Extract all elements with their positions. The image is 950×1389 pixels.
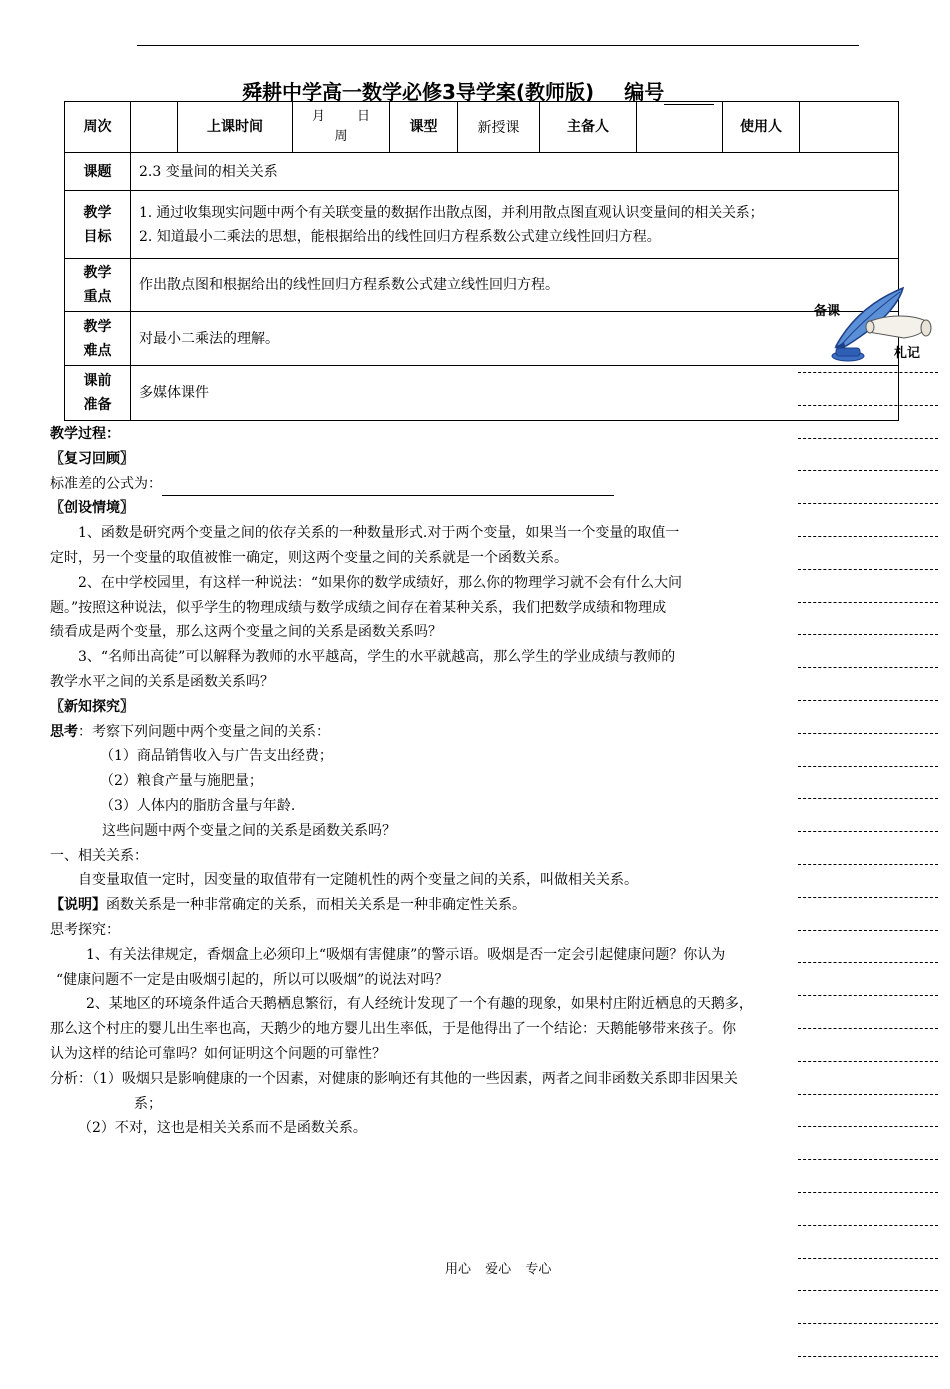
review-heading: 〖复习回顾〗 <box>50 450 134 467</box>
explore-2c: 认为这样的结论可靠吗？如何证明这个问题的可靠性？ <box>50 1045 386 1062</box>
topic-value: 2.3 变量间的相关关系 <box>131 153 899 191</box>
memo-line[interactable] <box>798 1323 938 1324</box>
header-rule <box>137 45 859 46</box>
goal-1: 1. 通过收集现实问题中两个有关联变量的数据作出散点图，并利用散点图直观认识变量间的相关关系； <box>139 204 764 221</box>
explore-1b: “健康问题不一定是由吸烟引起的，所以可以吸烟”的说法对吗？ <box>56 971 449 988</box>
std-formula-text: 标准差的公式为： <box>50 475 162 492</box>
lesson-body <box>50 422 870 1141</box>
question-2: （2）粮食产量与施肥量； <box>100 773 263 790</box>
info-row-prep <box>65 366 899 421</box>
key-label <box>65 259 131 312</box>
goal-label <box>65 191 131 259</box>
memo-badge <box>808 284 933 364</box>
number-label: 编号 <box>624 80 665 104</box>
memo-bottom-label: 札记 <box>894 346 921 361</box>
month-text: 月 <box>311 109 325 124</box>
memo-line[interactable] <box>798 1356 938 1357</box>
footer-word-2: 爱心 <box>485 1262 512 1277</box>
memo-line[interactable] <box>798 405 938 406</box>
week-label: 周次 <box>65 102 131 153</box>
note-text: 函数关系是一种非常确定的关系，而相关关系是一种非确定性关系。 <box>106 897 526 914</box>
question-ask: 这些问题中两个变量之间的关系是函数关系吗？ <box>102 822 396 839</box>
explore-2a: 2、某地区的环境条件适合天鹅栖息繁衍，有人经统计发现了一个有趣的现象，如果村庄附近栖息的天鹅多， <box>86 996 753 1013</box>
memo-line[interactable] <box>798 1192 938 1193</box>
class-time-label: 上课时间 <box>178 102 293 153</box>
topic-label: 课题 <box>65 153 131 191</box>
lesson-type-value: 新授课 <box>458 102 540 153</box>
user-label: 使用人 <box>723 102 800 153</box>
scenario-1b: 定时，另一个变量的取值被惟一确定，则这两个变量之间的关系就是一个函数关系。 <box>50 549 568 566</box>
prep-label-line2: 准备 <box>83 397 112 413</box>
prep-value: 多媒体课件 <box>131 366 899 421</box>
think-label: 思考 <box>50 723 78 740</box>
analysis-1a: 分析：（1）吸烟只是影响健康的一个因素，对健康的影响还有其他的一些因素，两者之间非函数关系即非因果关 <box>50 1070 738 1087</box>
footer-word-3: 专心 <box>525 1262 552 1277</box>
user-value[interactable] <box>800 102 899 153</box>
info-row-meta <box>65 102 899 153</box>
prep-label-line1: 课前 <box>83 373 112 389</box>
prep-label <box>65 366 131 421</box>
info-row-difficulty <box>65 312 899 366</box>
memo-line[interactable] <box>798 1225 938 1226</box>
preparer-value[interactable] <box>637 102 723 153</box>
weekday-text: 周 <box>334 129 348 144</box>
std-formula-blank[interactable] <box>162 479 614 496</box>
key-label-line1: 教学 <box>83 265 112 281</box>
footer-word-1: 用心 <box>445 1262 472 1277</box>
memo-line[interactable] <box>798 1159 938 1160</box>
definition: 自变量取值一定时，因变量的取值带有一定随机性的两个变量之间的关系，叫做相关关系。 <box>78 872 638 889</box>
section-1: 一、相关关系： <box>50 847 148 864</box>
scenario-2b: 题。”按照这种说法，似乎学生的物理成绩与数学成绩之间存在着某种关系，我们把数学成绩和物理成 <box>50 599 667 616</box>
page-footer <box>445 1258 561 1277</box>
analysis-2: （2）不对，这也是相关关系而不是函数关系。 <box>78 1120 367 1137</box>
memo-top-label: 备课 <box>814 304 841 319</box>
think-line <box>50 720 870 745</box>
note-label: 【说明】 <box>50 897 106 914</box>
question-1: （1）商品销售收入与广告支出经费； <box>100 748 333 765</box>
difficulty-label <box>65 312 131 366</box>
week-value[interactable] <box>131 102 178 153</box>
goal-value <box>131 191 899 259</box>
scenario-3a: 3、“名师出高徒”可以解释为教师的水平越高，学生的水平就越高，那么学生的学业成绩与教师的 <box>78 649 676 666</box>
key-label-line2: 重点 <box>83 289 112 305</box>
difficulty-value: 对最小二乘法的理解。 <box>131 312 899 366</box>
title-text: 舜耕中学高一数学必修3导学案(教师版) <box>242 80 595 104</box>
difficulty-label-line2: 难点 <box>83 342 112 359</box>
explore-1a: 1、有关法律规定，香烟盒上必须印上“吸烟有害健康”的警示语。吸烟是否一定会引起健康问题？你认为 <box>86 946 726 963</box>
new-heading: 〖新知探究〗 <box>50 698 134 715</box>
scenario-1a: 1、函数是研究两个变量之间的依存关系的一种数量形式.对于两个变量，如果当一个变量的取值一 <box>78 525 680 542</box>
preparer-label: 主备人 <box>540 102 637 153</box>
memo-line[interactable] <box>798 1290 938 1291</box>
difficulty-label-line1: 教学 <box>83 318 112 335</box>
day-text: 日 <box>357 109 371 124</box>
scenario-2a: 2、在中学校园里，有这样一种说法：“如果你的数学成绩好，那么你的物理学习就不会有什么大问 <box>78 574 683 591</box>
memo-line[interactable] <box>798 1258 938 1259</box>
class-time-value[interactable] <box>293 102 390 153</box>
process-heading: 教学过程： <box>50 426 120 442</box>
info-row-goals <box>65 191 899 259</box>
std-formula-line <box>50 472 870 497</box>
analysis-1b: 系； <box>134 1095 162 1112</box>
info-row-key <box>65 259 899 312</box>
scenario-2c: 绩看成是两个变量，那么这两个变量之间的关系是函数关系吗？ <box>50 624 442 641</box>
scenario-heading: 〖创设情境〗 <box>50 500 134 517</box>
lesson-type-label: 课型 <box>390 102 458 153</box>
lesson-info-table <box>64 101 899 421</box>
memo-line[interactable] <box>798 372 938 373</box>
goal-label-line2: 目标 <box>83 228 112 245</box>
note-line <box>50 893 870 918</box>
explore-heading: 思考探究： <box>50 921 120 938</box>
question-3: （3）人体内的脂肪含量与年龄. <box>100 797 296 814</box>
key-value: 作出散点图和根据给出的线性回归方程系数公式建立线性回归方程。 <box>131 259 899 312</box>
scenario-3b: 教学水平之间的关系是函数关系吗？ <box>50 673 274 690</box>
explore-2b: 那么这个村庄的婴儿出生率也高，天鹅少的地方婴儿出生率低，于是他得出了一个结论：天鹅能够带来孩子。你 <box>50 1021 736 1038</box>
goal-2: 2. 知道最小二乘法的思想，能根据给出的线性回归方程系数公式建立线性回归方程。 <box>139 228 661 245</box>
think-text: ：考察下列问题中两个变量之间的关系： <box>78 723 330 740</box>
info-row-topic <box>65 153 899 191</box>
goal-label-line1: 教学 <box>83 204 112 221</box>
